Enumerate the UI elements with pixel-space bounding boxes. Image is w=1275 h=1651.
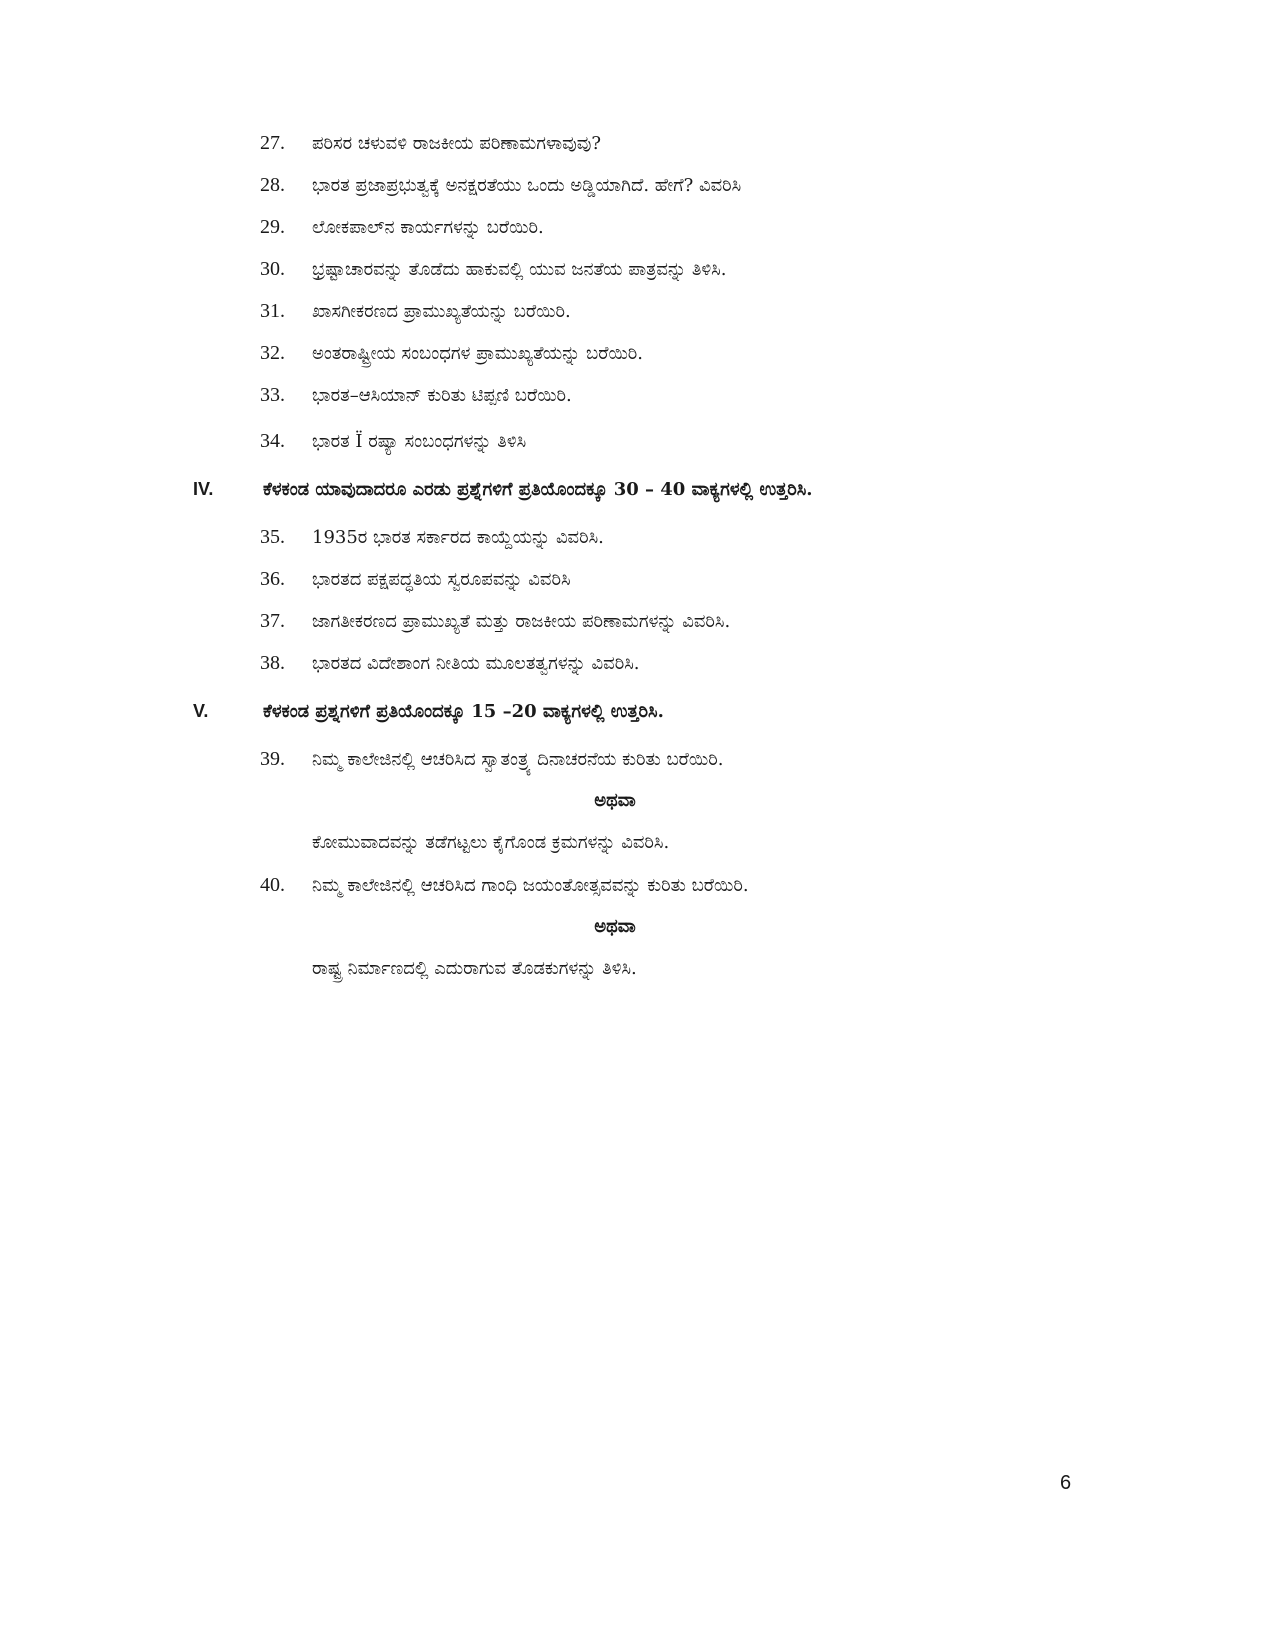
question-number: 36. [260, 568, 285, 590]
question-38 [260, 648, 640, 678]
question-number: 31. [260, 300, 285, 322]
question-33 [260, 380, 572, 410]
or-separator: ಅಥವಾ [594, 790, 636, 811]
question-number: 37. [260, 610, 285, 632]
question-text: ಭಾರತ–ಆಸಿಯಾನ್ ಕುರಿತು ಟಿಪ್ಪಣಿ ಬರೆಯಿರಿ. [312, 385, 572, 406]
question-number: 39. [260, 748, 285, 770]
question-29 [260, 212, 544, 242]
question-number: 34. [260, 430, 285, 452]
question-text: ಜಾಗತೀಕರಣದ ಪ್ರಾಮುಖ್ಯತೆ ಮತ್ತು ರಾಜಕೀಯ ಪರಿಣಾಮಗಳನ್ನು ವಿವರಿಸಿ. [312, 611, 731, 632]
section-instruction: ಕೆಳಕಂಡ ಯಾವುದಾದರೂ ಎರಡು ಪ್ರಶ್ನೆಗಳಿಗೆ ಪ್ರತಿಯೊಂದಕ್ಕೂ 30 – 40 ವಾಕ್ಯಗಳಲ್ಲಿ ಉತ್ತರಿಸಿ. [263, 479, 813, 500]
page-number: 6 [1060, 1472, 1072, 1494]
question-number: 27. [260, 132, 285, 154]
question-number: 29. [260, 216, 285, 238]
question-text: ಲೋಕಪಾಲ್‌ನ ಕಾರ್ಯಗಳನ್ನು ಬರೆಯಿರಿ. [312, 217, 544, 238]
question-number: 38. [260, 652, 285, 674]
question-40 [260, 870, 749, 900]
question-text: ಭಾರತದ ವಿದೇಶಾಂಗ ನೀತಿಯ ಮೂಲತತ್ವಗಳನ್ನು ವಿವರಿಸಿ. [312, 653, 640, 674]
question-37 [260, 606, 730, 636]
question-30 [260, 254, 726, 284]
question-number: 32. [260, 342, 285, 364]
question-31 [260, 296, 571, 326]
question-number: 28. [260, 174, 285, 196]
question-number: 35. [260, 526, 285, 548]
question-34 [260, 426, 526, 456]
section-iv-heading [193, 474, 813, 504]
question-text: ಖಾಸಗೀಕರಣದ ಪ್ರಾಮುಖ್ಯತೆಯನ್ನು ಬರೆಯಿರಿ. [312, 301, 571, 322]
question-39 [260, 744, 723, 774]
alternative-question: ರಾಷ್ಟ್ರ ನಿರ್ಮಾಣದಲ್ಲಿ ಎದುರಾಗುವ ತೊಡಕುಗಳನ್ನು ತಿಳಿಸಿ. [312, 958, 637, 979]
section-numeral: V. [193, 701, 209, 721]
question-text: ನಿಮ್ಮ ಕಾಲೇಜಿನಲ್ಲಿ ಆಚರಿಸಿದ ಗಾಂಧಿ ಜಯಂತೋತ್ಸವವನ್ನು ಕುರಿತು ಬರೆಯಿರಿ. [312, 875, 749, 896]
question-text: ನಿಮ್ಮ ಕಾಲೇಜಿನಲ್ಲಿ ಆಚರಿಸಿದ ಸ್ವಾತಂತ್ರ್ಯ ದಿನಾಚರನೆಯ ಕುರಿತು ಬರೆಯಿರಿ. [312, 749, 724, 770]
question-text: ಪರಿಸರ ಚಳುವಳಿ ರಾಜಕೀಯ ಪರಿಣಾಮಗಳಾವುವು? [312, 133, 602, 154]
section-numeral: IV. [193, 479, 214, 499]
question-text: ಅಂತರಾಷ್ಟ್ರೀಯ ಸಂಬಂಧಗಳ ಪ್ರಾಮುಖ್ಯತೆಯನ್ನು ಬರೆಯಿರಿ. [312, 343, 644, 364]
question-text: ಭಾರತ ಪ್ರಜಾಪ್ರಭುತ್ವಕ್ಕೆ ಅನಕ್ಷರತೆಯು ಒಂದು ಅಡ್ಡಿಯಾಗಿದೆ. ಹೇಗೆ? ವಿವರಿಸಿ [312, 175, 742, 196]
question-35 [260, 522, 604, 552]
question-text: ಭ್ರಷ್ಟಾಚಾರವನ್ನು ತೊಡೆದು ಹಾಕುವಲ್ಲಿ ಯುವ ಜನತೆಯ ಪಾತ್ರವನ್ನು ತಿಳಿಸಿ. [312, 259, 727, 280]
question-number: 33. [260, 384, 285, 406]
question-32 [260, 338, 643, 368]
question-text: ಭಾರತ Ï ರಷ್ಯಾ ಸಂಬಂಧಗಳನ್ನು ತಿಳಿಸಿ [312, 431, 527, 452]
question-text: ಭಾರತದ ಪಕ್ಷಪದ್ಧತಿಯ ಸ್ವರೂಪವನ್ನು ವಿವರಿಸಿ [312, 569, 571, 590]
question-36 [260, 564, 571, 594]
question-number: 40. [260, 874, 285, 896]
question-27 [260, 128, 601, 158]
or-separator: ಅಥವಾ [594, 916, 636, 937]
section-v-heading [193, 696, 664, 726]
question-text: 1935ರ ಭಾರತ ಸರ್ಕಾರದ ಕಾಯ್ದೆಯನ್ನು ವಿವರಿಸಿ. [312, 527, 604, 548]
section-instruction: ಕೆಳಕಂಡ ಪ್ರಶ್ನಗಳಿಗೆ ಪ್ರತಿಯೊಂದಕ್ಕೂ 15 –20 ವಾಕ್ಯಗಳಲ್ಲಿ ಉತ್ತರಿಸಿ. [263, 701, 664, 722]
question-number: 30. [260, 258, 285, 280]
question-28 [260, 170, 741, 200]
alternative-question: ಕೋಮುವಾದವನ್ನು ತಡೆಗಟ್ಟಲು ಕೈಗೊಂಡ ಕ್ರಮಗಳನ್ನು ವಿವರಿಸಿ. [312, 832, 670, 853]
